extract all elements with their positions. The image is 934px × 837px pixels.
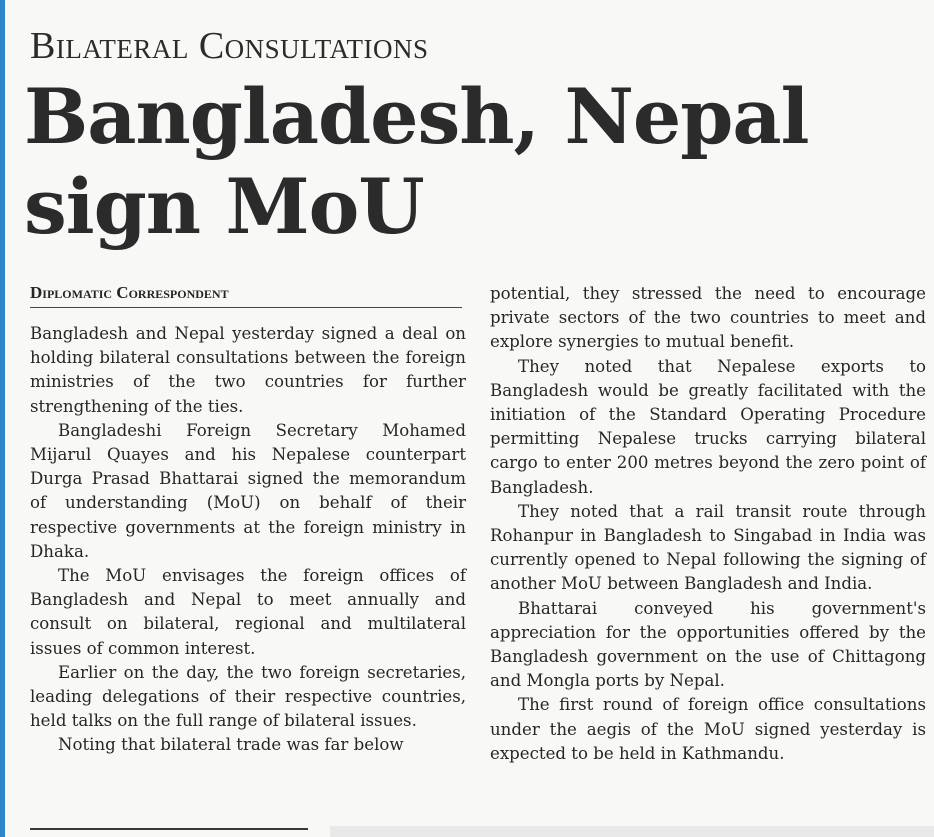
page-edge-bar: [0, 0, 5, 837]
paragraph: Bhattarai conveyed his government's appreciation for the opportunities offered by the Bangladesh government on the use of Chittagong and Mongla ports by Nepal.: [490, 598, 926, 691]
headline: Bangladesh, Nepal sign MoU: [24, 72, 809, 251]
bottom-shade: [330, 826, 934, 837]
paragraph: Bangladesh and Nepal yesterday signed a deal on holding bilateral consultations between the foreign ministries of the two countries for further strengthening of the ties.: [30, 324, 466, 416]
byline: Diplomatic Correspondent: [30, 282, 462, 308]
paragraph: The first round of foreign office consultations under the aegis of the MoU signed yesterday is expected to be held in Kathmandu.: [490, 695, 926, 763]
paragraph-continued: potential, they stressed the need to encourage private sectors of the two countries to meet and explore synergies to mutual benefit.: [490, 284, 926, 352]
paragraph: The MoU envisages the foreign offices of Bangladesh and Nepal to meet annually and consult on bilateral, regional and multilateral issues of common interest.: [30, 566, 466, 658]
paragraph: Earlier on the day, the two foreign secretaries, leading delegations of their respective countries, held talks on the full range of bilateral issues.: [30, 662, 466, 731]
paragraph: Noting that bilateral trade was far below: [58, 735, 404, 755]
article-column-left: [30, 322, 466, 758]
kicker: Bilateral Consultations: [30, 25, 429, 67]
paragraph: They noted that a rail transit route through Rohanpur in Bangladesh to Singabad in India was currently opened to Nepal following the signing of another MoU between Bangladesh and India.: [490, 501, 926, 594]
paragraph: They noted that Nepalese exports to Bangladesh would be greatly facilitated with the initiation of the Standard Operating Procedure permitting Nepalese trucks carrying bilateral cargo to enter 200 metres beyond the zero point of Bangladesh.: [490, 356, 926, 497]
bottom-rule: [30, 828, 308, 830]
article-column-right: [490, 282, 926, 766]
paragraph: Bangladeshi Foreign Secretary Mohamed Mijarul Quayes and his Nepalese counterpart Durga Prasad Bhattarai signed the memorandum of understanding (MoU) on behalf of their respective governments at the foreign ministry in Dhaka.: [30, 420, 466, 561]
